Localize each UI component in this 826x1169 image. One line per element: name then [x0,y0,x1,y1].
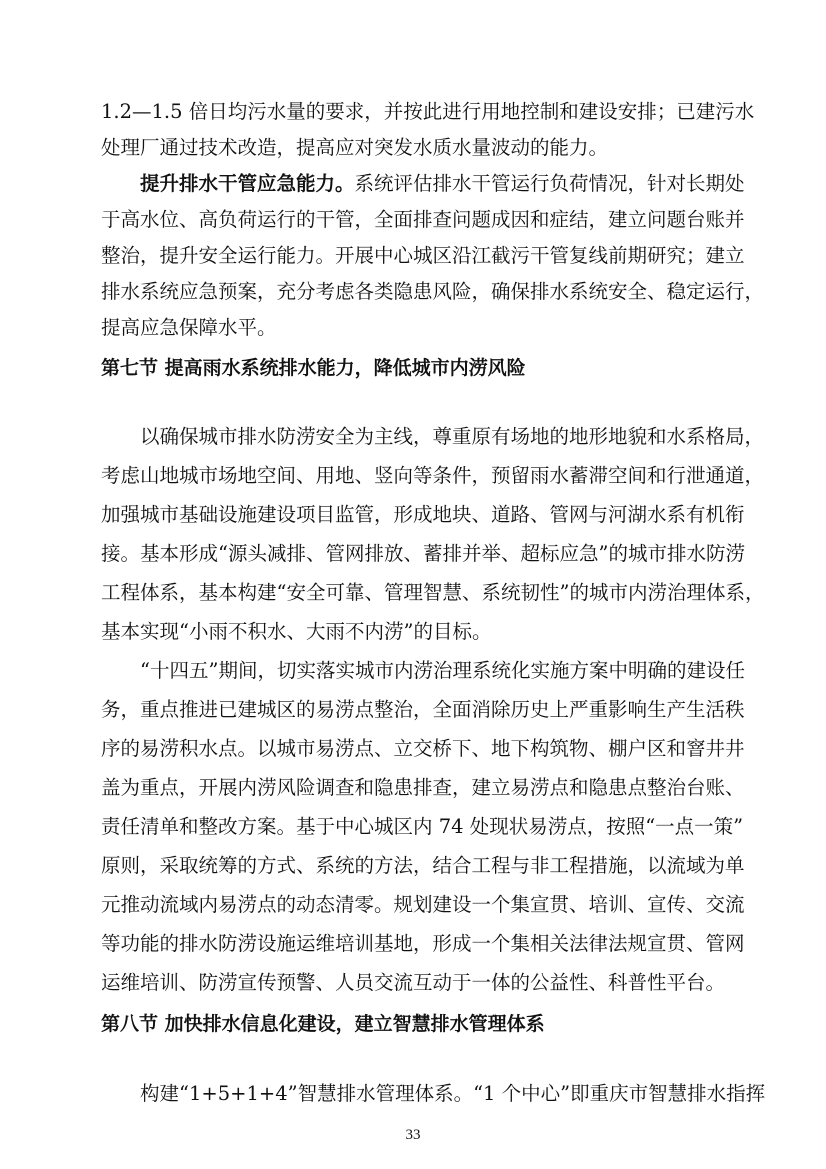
section-b [101,417,765,1002]
text-line: 工程体系，基本构建“安全可靠、管理智慧、系统韧性”的城市内涝治理体系， [101,581,765,604]
text-line: 1.2—1.5 倍日均污水量的要求，并按此进行用地控制和建设安排；已建污水 [101,100,755,123]
text-line: 提高应急保障水平。 [101,316,277,339]
text-line: 序的易涝积水点。以城市易涝点、立交桥下、地下构筑物、棚户区和窨井井 [101,737,745,760]
text-line: 基本实现“小雨不积水、大雨不内涝”的目标。 [101,620,492,643]
text-line: 排水系统应急预案，充分考虑各类隐患风险，确保排水系统安全、稳定运行， [101,280,765,303]
text-line: “十四五”期间，切实落实城市内涝治理系统化实施方案中明确的建设任 [140,659,745,682]
text-line: 接。基本形成“源头减排、管网排放、蓄排并举、超标应急”的城市排水防涝 [101,542,745,565]
section-heading-8: 第八节 加快排水信息化建设，建立智慧排水管理体系 [101,1013,545,1035]
page-number: 33 [405,1127,421,1143]
text-line: 处理厂通过技术改造，提高应对突发水质水量波动的能力。 [101,136,609,159]
text-line: 加强城市基础设施建设项目监管，形成地块、道路、管网与河湖水系有机衔 [101,503,745,526]
text-segment: 系统评估排水干管运行负荷情况，针对长期处 [354,172,745,195]
text-line: 以确保城市排水防涝安全为主线，尊重原有场地的地形地貌和水系格局， [140,425,765,448]
section-heading-7: 第七节 提高雨水系统排水能力，降低城市内涝风险 [101,357,526,379]
text-line: 等功能的排水防涝设施运维培训基地，形成一个集相关法律法规宣贯、管网 [101,932,745,955]
text-line: 构建“1+5+1+4”智慧排水管理体系。“1 个中心”即重庆市智慧排水指挥 [140,1082,766,1105]
text-line: 盖为重点，开展内涝风险调查和隐患排查，建立易涝点和隐患点整治台账、 [101,776,745,799]
text-line: 整治，提升安全运行能力。开展中心城区沿江截污干管复线前期研究；建立 [101,244,745,267]
text-line: 责任清单和整改方案。基于中心城区内 74 处现状易涝点，按照“一点一策” [101,815,744,838]
text-line [101,166,745,202]
text-line: 考虑山地城市场地空间、用地、竖向等条件，预留雨水蓄滞空间和行泄通道， [101,464,765,487]
text-line: 于高水位、高负荷运行的干管，全面排查问题成因和症结，建立问题台账并 [101,208,745,231]
text-line: 原则，采取统筹的方式、系统的方法，结合工程与非工程措施，以流域为单 [101,854,745,877]
section-a [101,94,765,346]
text-line: 运维培训、防涝宣传预警、人员交流互动于一体的公益性、科普性平台。 [101,971,726,994]
paragraph-lead: 提升排水干管应急能力。 [140,172,355,195]
section-c [101,1074,766,1113]
text-line: 务，重点推进已建城区的易涝点整治，全面消除历史上严重影响生产生活秩 [101,698,745,721]
text-line: 元推动流域内易涝点的动态清零。规划建设一个集宣贯、培训、宣传、交流 [101,893,745,916]
